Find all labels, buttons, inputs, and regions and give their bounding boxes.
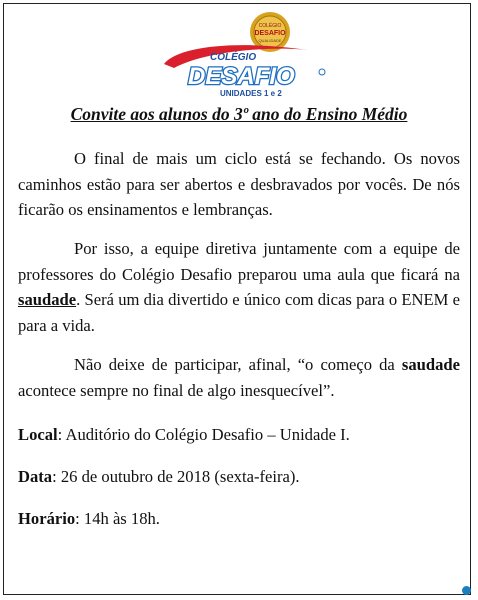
paragraph-2 [18, 236, 460, 338]
paragraph-2-text-b: . Será um dia divertido e único com dicas para o ENEM e para a vida. [18, 290, 460, 335]
logo-school-label: COLÉGIO [210, 52, 257, 63]
page-title: Convite aos alunos do 3º ano do Ensino Médio [70, 104, 408, 124]
horario-label: Horário [18, 509, 76, 528]
paragraph-3-text-a: Não deixe de participar, afinal, “o começo da [74, 355, 402, 374]
horario-line [18, 508, 160, 530]
seal-main-text: DESAFIO [254, 30, 286, 37]
data-label: Data [18, 467, 53, 486]
paragraph-1: O final de mais um ciclo está se fechando. Os novos caminhos estão para ser abertos e desbravados por vocês. De nós ficarão os ensinamentos e lembranças. [18, 149, 460, 219]
seal-top-text: COLÉGIO [258, 23, 282, 29]
logo-brand: DESAFIO [188, 63, 295, 90]
registered-mark-icon [319, 69, 325, 75]
local-line [18, 424, 350, 446]
emphasis-saudade-1: saudade [18, 290, 77, 309]
data-value: : 26 de outubro de 2018 (sexta-feira). [52, 467, 300, 486]
logo-units: UNIDADES 1 e 2 [220, 89, 282, 98]
colegio-desafio-logo [158, 10, 338, 98]
corner-handle-icon [462, 586, 471, 595]
emphasis-saudade-2: saudade [401, 355, 460, 374]
paragraph-2-text-a: Por isso, a equipe diretiva juntamente com a equipe de professores do Colégio Desafio preparou uma aula que ficará na [18, 239, 460, 284]
local-value: : Auditório do Colégio Desafio – Unidade I. [57, 425, 350, 444]
paragraph-3 [18, 352, 460, 403]
local-label: Local [18, 425, 58, 444]
data-line [18, 466, 300, 488]
paragraph-3-text-b: acontece sempre no final de algo inesquecível”. [18, 380, 335, 400]
seal-bottom-text: QUALIDADE [258, 38, 282, 43]
horario-value: : 14h às 18h. [75, 509, 160, 528]
